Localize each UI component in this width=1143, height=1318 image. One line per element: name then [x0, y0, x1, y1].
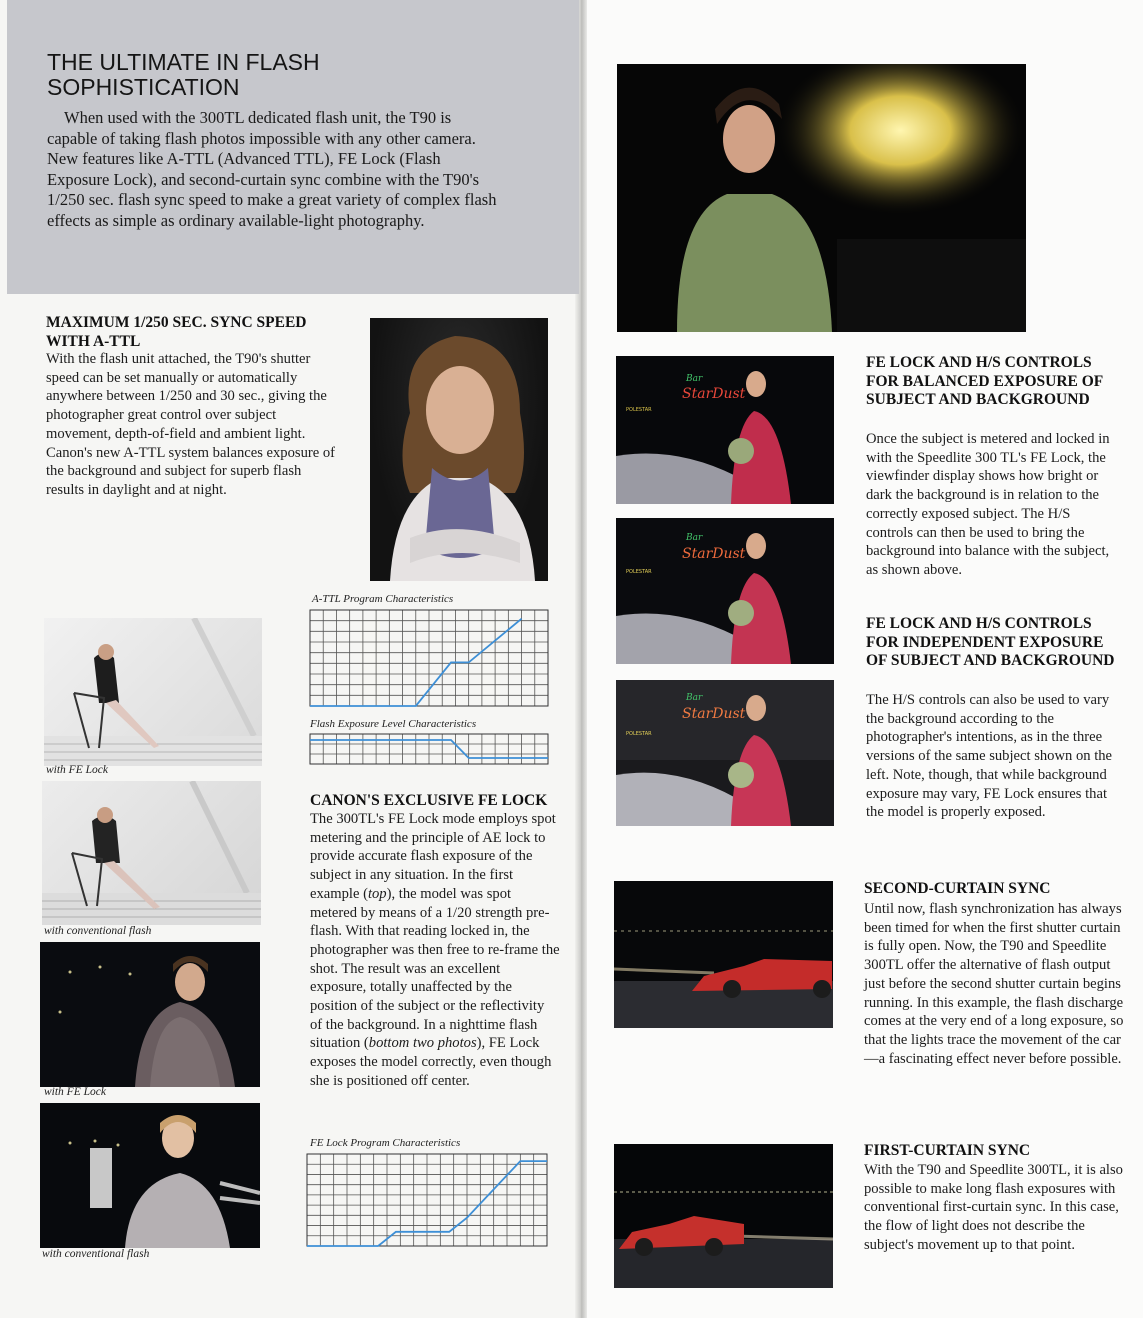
chart-flash-exposure-level — [308, 732, 550, 774]
day-scene-conventional — [42, 781, 261, 925]
chart-grid — [310, 734, 548, 764]
chart-grid — [310, 610, 548, 706]
second-curtain-text: Until now, flash synchronization has always been timed for when the first shutter curtain is fully open. Now, the T90 and Speedlite 300TL offer the alternative of flash output just before the second shutter curtain begins running. In this example, the flash discharge comes at the very end of a long exposure, so that the lights trace the movement of the car—a fascinating effect never before possible. — [864, 901, 1124, 1067]
photo-bar-stardust-2 — [616, 518, 834, 664]
chart-2-title: Flash Exposure Level Characteristics — [310, 718, 477, 730]
photo-fountain-model — [617, 64, 1026, 332]
portrait-photo — [370, 318, 548, 581]
svg-text:Bar: Bar — [686, 533, 703, 543]
chart-fe-lock-program — [305, 1152, 549, 1257]
caption-conventional-1: with conventional flash — [44, 925, 152, 937]
photo-bar-stardust-3 — [616, 680, 834, 826]
fountain-scene — [617, 64, 1026, 332]
photo-fe-lock-night — [40, 942, 260, 1087]
svg-text:StarDust: StarDust — [682, 386, 746, 402]
photo-conventional-night — [40, 1103, 260, 1248]
stardust-scene-1 — [616, 356, 834, 504]
independent-text: The H/S controls can also be used to vary the background according to the photographer's intentions, as in the three versions of the same subject shown on the left. Note, though, that while background exposure may vary, FE Lock ensures that the model is properly exposed. — [866, 692, 1113, 821]
balanced-heading: FE LOCK AND H/S CONTROLS FOR BALANCED EXPOSURE OF SUBJECT AND BACKGROUND — [866, 354, 1103, 409]
svg-text:Bar: Bar — [686, 693, 703, 703]
fe-lock-text-part-3: ), FE Lock exposes the model correctly, even though she is positioned off center. — [310, 1035, 552, 1089]
day-scene-fe-lock — [44, 618, 262, 766]
night-scene-fe-lock — [40, 942, 260, 1087]
car-scene-first-curtain — [614, 1144, 833, 1288]
car-scene-second-curtain — [614, 881, 833, 1028]
intro-text: When used with the 300TL dedicated flash unit, the T90 is capable of taking flash photos impossible with any other camera. New features like A-TTL (Advanced TTL), FE Lock (Flash Exposure Lock), and second-curtain sync combine with the T90's 1/250 sec. flash sync speed to make a great variety of complex flash effects as simple as ordinary available-light photography. — [47, 108, 497, 230]
stardust-scene-2 — [616, 518, 834, 664]
page-title: THE ULTIMATE IN FLASH SOPHISTICATION — [47, 49, 320, 100]
svg-text:StarDust: StarDust — [682, 706, 746, 722]
photo-fe-lock-day — [44, 618, 262, 766]
fe-lock-text — [310, 810, 560, 1091]
svg-text:POLESTAR: POLESTAR — [626, 569, 652, 575]
photo-conventional-day — [42, 781, 261, 925]
photo-car-second-curtain — [614, 881, 833, 1028]
chart-1-title: A-TTL Program Characteristics — [312, 593, 454, 605]
svg-text:POLESTAR: POLESTAR — [626, 407, 652, 413]
fe-lock-text-part-2: ), the model was spot metered by means of a 1/20 strength pre-flash. With that reading locked in, the photographer was then free to re-frame the shot. The result was an excellent exposure, totally unaffected by the position of the subject or the reflectivity of the background. In a nighttime flash situation ( — [310, 885, 560, 1052]
fe-lock-text-bottom: bottom two photos — [368, 1035, 477, 1052]
independent-heading: FE LOCK AND H/S CONTROLS FOR INDEPENDENT EXPOSURE OF SUBJECT AND BACKGROUND — [866, 615, 1115, 670]
chart-3-title: FE Lock Program Characteristics — [310, 1137, 461, 1149]
chart-a-ttl-program — [308, 608, 550, 718]
svg-text:Bar: Bar — [686, 374, 703, 384]
photo-car-first-curtain — [614, 1144, 833, 1288]
fe-lock-text-part-1: The 300TL's FE Lock mode employs spot metering and the principle of AE lock to provide accurate flash exposure of the subject in any situation. In the first example ( — [310, 811, 556, 902]
stardust-scene-3 — [616, 680, 834, 826]
balanced-text: Once the subject is metered and locked in with the Speedlite 300 TL's FE Lock, the viewfinder display shows how bright or dark the background is in relation to the correctly exposed subject. The H/S controls can then be used to bring the background into balance with the subject, as shown above. — [866, 431, 1110, 578]
fe-lock-heading: CANON'S EXCLUSIVE FE LOCK — [310, 792, 548, 809]
photo-bar-stardust-1 — [616, 356, 834, 504]
first-curtain-heading: FIRST-CURTAIN SYNC — [864, 1142, 1031, 1159]
caption-fe-lock-1: with FE Lock — [46, 764, 108, 776]
sync-speed-heading: MAXIMUM 1/250 SEC. SYNC SPEED WITH A-TTL — [46, 314, 307, 350]
first-curtain-text: With the T90 and Speedlite 300TL, it is also possible to make long flash exposures with conventional first-curtain sync. In this case, the flow of light does not describe the subject's movement up to that point. — [864, 1162, 1123, 1253]
fe-lock-text-top: top — [367, 885, 387, 902]
svg-text:POLESTAR: POLESTAR — [626, 731, 652, 737]
portrait-illustration — [370, 318, 548, 581]
second-curtain-heading: SECOND-CURTAIN SYNC — [864, 880, 1051, 897]
sync-speed-text: With the flash unit attached, the T90's shutter speed can be set manually or automatically anywhere between 1/250 and 30 sec., giving the photographer great control over subject movement, depth-of-field and ambient light. Canon's new A-TTL system balances exposure of the background and subject for superb flash results in daylight and at night. — [46, 351, 336, 498]
caption-conventional-2: with conventional flash — [42, 1248, 150, 1260]
night-scene-conventional — [40, 1103, 260, 1248]
svg-text:StarDust: StarDust — [682, 546, 746, 562]
caption-fe-lock-2: with FE Lock — [44, 1086, 106, 1098]
